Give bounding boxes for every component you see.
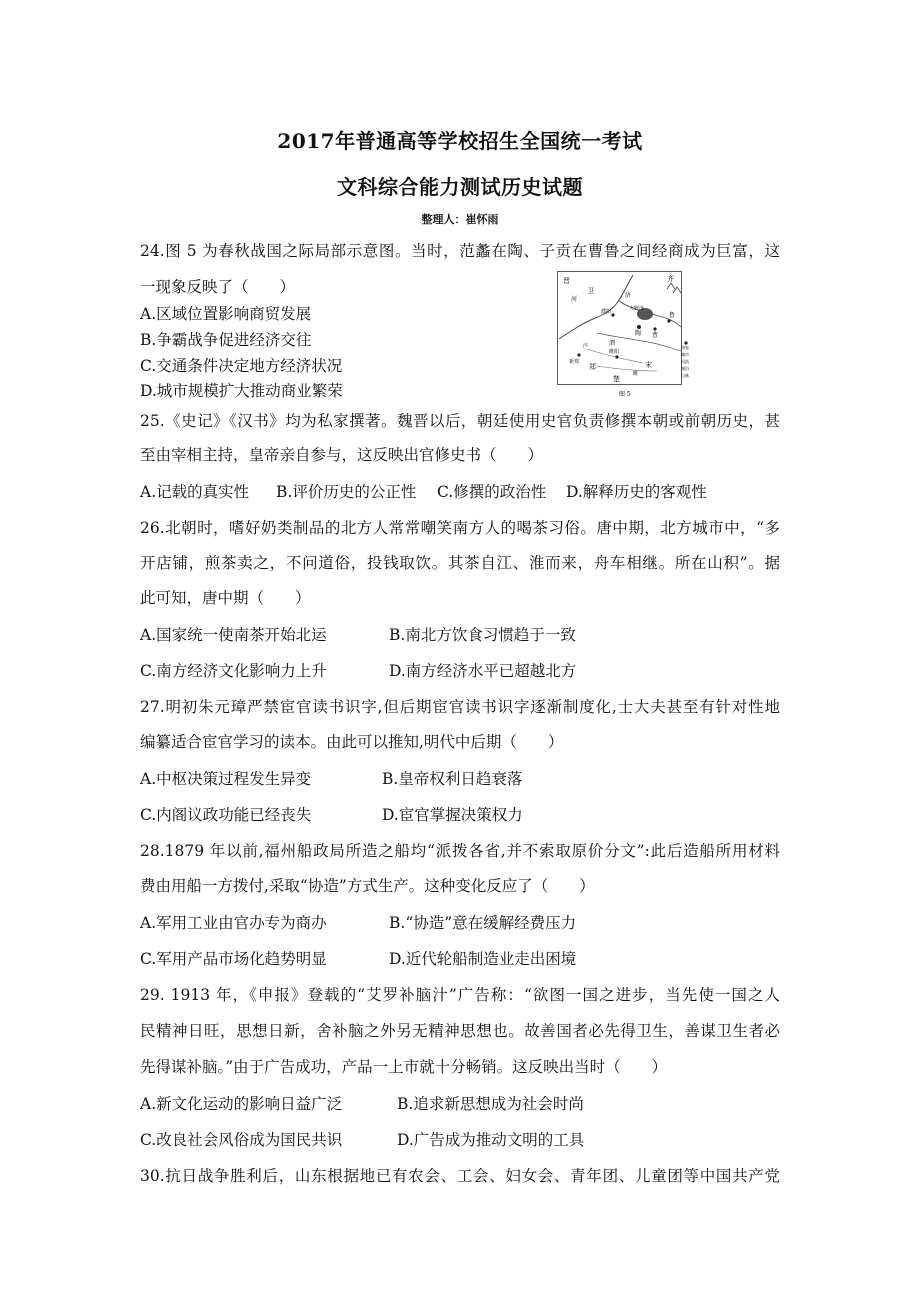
q25-option-c: C.修撰的政治性 <box>437 483 547 501</box>
label-sui: 睢 <box>633 371 639 377</box>
label-tao: 陶 <box>635 330 642 337</box>
label-lu: 鲁 <box>669 312 676 319</box>
q30-stem-line1: 30.抗日战争胜利后，山东根据地已有农会、工会、妇女会、青年团、儿童团等中国共产党 <box>140 1167 780 1185</box>
map-figure <box>557 271 689 399</box>
q24-stem-line2: 一现象反映了（ ） <box>140 278 296 296</box>
editor-credit: 整理人：崔怀雨 <box>421 213 499 226</box>
suiyang-city <box>615 355 618 358</box>
page-title: 2017年普通高等学校招生全国统一考试 <box>277 129 643 153</box>
q29-stem-line2: 民精神日旺，思想日新，舍补脑之外另无精神思想也。故善国者必先得卫生，善谋卫生者必 <box>140 1022 780 1040</box>
q24-option-a: A.区域位置影响商贸发展 <box>140 305 312 323</box>
q27-stem-line2: 编纂适合宦官学习的读本。由此可以推知,明代中后期（ ） <box>140 733 564 751</box>
q28-option-b: B.“协造”意在缓解经费压力 <box>389 914 577 932</box>
q24-option-d: D.城市规模扩大推动商业繁荣 <box>140 382 343 400</box>
q29-option-b: B.追求新思想成为社会时尚 <box>397 1095 584 1113</box>
q27-option-d: D.宦官掌握决策权力 <box>382 806 523 824</box>
q26-stem-line3: 此可知，唐中期（ ） <box>140 589 311 607</box>
q26-option-a: A.国家统一使南茶开始北运 <box>140 626 327 644</box>
q27-option-a: A.中枢决策过程发生异变 <box>140 770 312 788</box>
label-suiyang: 睢阳 <box>609 349 620 355</box>
page-subtitle: 文科综合能力测试历史试题 <box>337 175 583 199</box>
q28-option-d: D.近代轮船制造业走出困境 <box>389 950 577 968</box>
cao-city <box>653 327 656 330</box>
label-wei: 卫 <box>587 287 594 295</box>
label-ji: 济 <box>625 292 632 299</box>
label-xinzheng: 新郑 <box>569 359 580 365</box>
q26-stem-line2: 开店铺，煎茶卖之，不问道俗，投钱取饮。其茶自江、淮而来，舟车相继。所在山积”。据 <box>140 554 780 572</box>
q27-stem-line1: 27.明初朱元璋严禁宦官读书识字,但后期宦官读书识字逐渐制度化,士大夫甚至有针对性地 <box>140 698 780 716</box>
q29-option-d: D.广告成为推动文明的工具 <box>397 1131 585 1149</box>
q29-stem-line3: 先得谋补脑。”由于广告成功，产品一上市就十分畅销。这反映出当时（ ） <box>140 1058 668 1076</box>
q29-stem-line1: 29. 1913 年，《申报》登载的“艾罗补脑汁”广告称：“欲图一国之进步，当先使一国之人 <box>140 986 780 1004</box>
label-zheng: 郑 <box>589 363 596 371</box>
q26-option-b: B.南北方饮食习惯趋于一致 <box>389 626 576 644</box>
q25-option-d: D.解释历史的客观性 <box>566 483 707 501</box>
q26-stem-line1: 26.北朝时，嗜好奶类制品的北方人常常嘲笑南方人的喝茶习俗。唐中期，北方城市中，“多 <box>140 519 780 537</box>
q24-stem-line1: 24.图 5 为春秋战国之际局部示意图。当时，范蠡在陶、子贡在曹鲁之间经商成为巨富，这 <box>140 242 780 260</box>
label-cao: 曹 <box>652 332 659 339</box>
label-puyang: 濮阳 <box>601 309 612 315</box>
legend-shanmai: 山脉 <box>681 373 689 378</box>
label-qi: 齐 <box>667 275 674 283</box>
q25-stem-line2: 至由宰相主持，皇帝亲自参与，这反映出官修史书（ ） <box>140 446 544 464</box>
legend-guojia: 国家 <box>681 345 689 350</box>
legend-hupo: 湖泊 <box>681 366 689 371</box>
q29-option-c: C.改良社会风俗成为国民共识 <box>140 1131 343 1149</box>
q24-option-c: C.交通条件决定地方经济状况 <box>140 357 343 375</box>
label-song: 宋 <box>645 361 652 369</box>
q26-option-c: C.南方经济文化影响力上升 <box>140 662 327 680</box>
label-dayeze: 大野泽 <box>629 306 645 312</box>
q28-option-a: A.军用工业由官办专为商办 <box>140 914 327 932</box>
q28-option-c: C.军用产品市场化趋势明显 <box>140 950 327 968</box>
label-he: 河 <box>571 296 578 303</box>
xinzheng-city <box>577 353 580 356</box>
q26-option-d: D.南方经济水平已超越北方 <box>389 662 577 680</box>
q25-option-b: B.评价历史的公正性 <box>276 483 417 501</box>
q28-stem-line2: 费由用船一方拨付,采取“协造”方式生产。这种变化反应了（ ） <box>140 877 595 895</box>
label-bian: 汴 <box>583 343 589 349</box>
q25-option-a: A.记载的真实性 <box>140 483 250 501</box>
q28-stem-line1: 28.1879 年以前,福州船政局所造之船均“派拨各省,并不索取原价分文”:此后造船所用材料 <box>140 842 780 860</box>
lu-city <box>667 319 670 322</box>
q29-option-a: A.新文化运动的影响日益广泛 <box>140 1095 343 1113</box>
legend-heliu: 河流 <box>681 359 689 364</box>
tao-city <box>637 325 641 329</box>
label-chu: 楚 <box>613 375 620 383</box>
q27-option-c: C.内阁议政功能已经丧失 <box>140 806 312 824</box>
puyang-city <box>611 313 614 316</box>
q27-option-b: B.皇帝权利日趋衰落 <box>382 770 523 788</box>
q24-option-b: B.争霸战争促进经济交往 <box>140 331 312 349</box>
legend-chengshi: 城市 <box>681 352 689 357</box>
map-caption: 图 5 <box>619 391 631 398</box>
q25-stem-line1: 25.《史记》《汉书》均为私家撰著。魏晋以后，朝廷使用史官负责修撰本朝或前朝历史，甚 <box>140 412 780 430</box>
label-si: 泗 <box>609 340 616 347</box>
label-jin: 晋 <box>563 277 570 285</box>
